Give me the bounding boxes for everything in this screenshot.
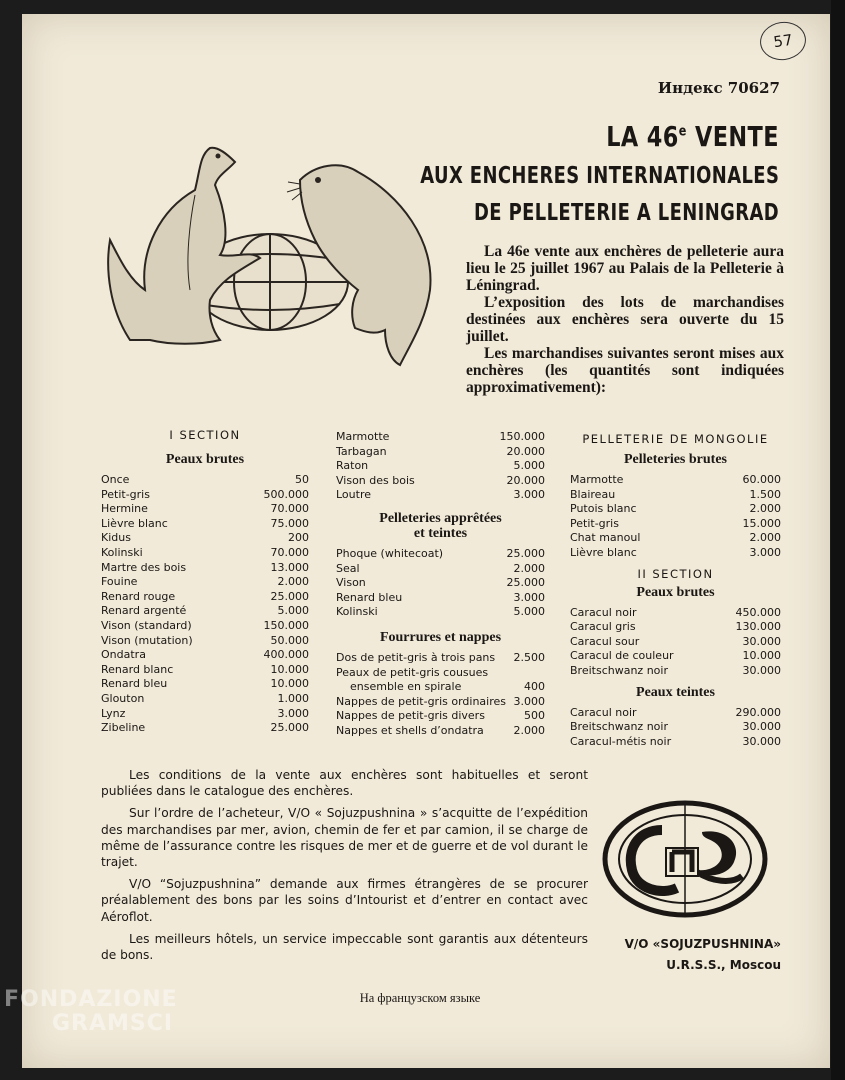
- list-item: Blaireau 1.500: [570, 487, 781, 501]
- group-title: Fourrures et nappes: [379, 629, 502, 645]
- list-item: Caracul noir 450.000: [570, 605, 781, 619]
- list-item: Lièvre blanc 3.000: [570, 545, 781, 559]
- list-item: Marmotte 150.000: [336, 430, 545, 443]
- list-item: Nappes et shells d’ondatra 2.000: [336, 723, 545, 737]
- column-section-1: [101, 428, 309, 736]
- list-item: Ondatra 400.000: [101, 648, 309, 662]
- item-list: [101, 473, 309, 736]
- body-text: [101, 767, 588, 969]
- intro-text: [466, 243, 784, 396]
- list-item: Lynz 3.000: [101, 706, 309, 720]
- list-item: Seal 2.000: [336, 561, 545, 575]
- section-title: PELLETERIE DE MONGOLIE: [582, 432, 769, 446]
- language-note: На французском языке: [359, 991, 481, 1005]
- list-item: Chat manoul 2.000: [570, 531, 781, 545]
- group-title: Pelleteries brutes: [623, 452, 727, 467]
- group-title: Pelleteries apprêtées et teintes: [379, 510, 502, 541]
- list-item: Martre des bois 13.000: [101, 560, 309, 574]
- scan-edge: [831, 0, 845, 1080]
- list-item: Marmotte 60.000: [570, 473, 781, 486]
- list-item: Renard bleu 3.000: [336, 590, 545, 604]
- list-item: Kidus 200: [101, 531, 309, 545]
- section-title: II SECTION: [637, 566, 714, 581]
- body-paragraph: V/O “Sojuzpushnina” demande aux firmes étrangères de se procurer préalablement des bons par les soins d’Intourist et d’entrer en contact avec Aéroflot.: [101, 877, 588, 924]
- list-item: Petit-gris 500.000: [101, 487, 309, 501]
- company-name: V/O «SOJUZPUSHNINA»: [624, 937, 781, 951]
- list-item: Caracul de couleur 10.000: [570, 649, 781, 663]
- page-number: 57: [758, 19, 809, 63]
- body-paragraph: Sur l’ordre de l’acheteur, V/O « Sojuzpushnina » s’acquitte de l’expédition des marchandises par mer, avion, chemin de fer et par camion, il se charge de même de l’assurance contre les risques de mer et de guerre et de vol durant le trajet.: [101, 806, 588, 870]
- title-line-2: AUX ENCHERES INTERNATIONALES: [419, 163, 779, 189]
- list-item: Renard argenté 5.000: [101, 604, 309, 618]
- list-item: Nappes de petit-gris divers 500: [336, 709, 545, 723]
- list-item: Renard bleu 10.000: [101, 677, 309, 691]
- list-item: ensemble en spirale 400: [336, 680, 545, 694]
- list-item: Peaux de petit-gris cousues: [336, 665, 489, 679]
- list-item: Glouton 1.000: [101, 691, 309, 705]
- company-location: U.R.S.S., Moscou: [666, 958, 781, 972]
- list-item: Lièvre blanc 75.000: [101, 516, 309, 530]
- list-item: Vison (standard) 150.000: [101, 618, 309, 632]
- list-item: Caracul-métis noir 30.000: [570, 734, 781, 748]
- title-line-1: LA 46e VENTE: [606, 120, 779, 153]
- intro-paragraph: Les marchandises suivantes seront mises aux enchères (les quantités sont indiquées approximativement):: [466, 345, 784, 396]
- animals-globe-illustration: [100, 140, 448, 370]
- archive-watermark: FONDAZIONE GRAMSCI: [4, 987, 178, 1036]
- list-item: Once 50: [101, 473, 309, 486]
- section-title: I SECTION: [169, 428, 241, 442]
- signature-block: [590, 934, 781, 976]
- list-item: Putois blanc 2.000: [570, 502, 781, 516]
- list-item: Kolinski 5.000: [336, 605, 545, 619]
- list-item: Zibeline 25.000: [101, 721, 309, 735]
- sojuzpushnina-logo: [602, 800, 768, 918]
- body-paragraph: Les meilleurs hôtels, un service impeccable sont garantis aux détenteurs de bons.: [101, 931, 588, 963]
- body-paragraph: Les conditions de la vente aux enchères sont habituelles et seront publiées dans le catalogue des enchères.: [101, 768, 588, 799]
- list-item: Caracul noir 290.000: [570, 705, 781, 719]
- column-mongolie-and-section-2: [570, 432, 781, 749]
- list-item: Caracul sour 30.000: [570, 634, 781, 648]
- list-item: Tarbagan 20.000: [336, 444, 545, 458]
- group-title: Peaux brutes: [636, 584, 715, 600]
- list-item: Phoque (whitecoat) 25.000: [336, 546, 545, 560]
- list-item: Breitschwanz noir 30.000: [570, 663, 781, 677]
- list-item: Renard rouge 25.000: [101, 589, 309, 603]
- list-item: Vison (mutation) 50.000: [101, 633, 309, 647]
- list-item: Petit-gris 15.000: [570, 516, 781, 530]
- column-section-1-continued: [336, 430, 545, 739]
- list-item: Breitschwanz noir 30.000: [570, 720, 781, 734]
- group-title: Peaux teintes: [636, 684, 715, 700]
- list-item: Caracul gris 130.000: [570, 620, 781, 634]
- list-item: Renard blanc 10.000: [101, 662, 309, 676]
- list-item: Loutre 3.000: [336, 488, 545, 502]
- list-item: Vison des bois 20.000: [336, 473, 545, 487]
- intro-paragraph: L’exposition des lots de marchandises destinées aux enchères sera ouverte du 15 juillet.: [466, 294, 784, 345]
- list-item: Raton 5.000: [336, 459, 545, 473]
- index-label: Индекс 70627: [657, 79, 780, 97]
- list-item: Hermine 70.000: [101, 502, 309, 516]
- group-title: Peaux brutes: [165, 452, 245, 467]
- list-item: Dos de petit-gris à trois pans 2.500: [336, 650, 545, 664]
- title-line-3: DE PELLETERIE A LENINGRAD: [474, 200, 779, 226]
- list-item: Vison 25.000: [336, 576, 545, 590]
- list-item: Nappes de petit-gris ordinaires 3.000: [336, 694, 545, 708]
- list-item: Kolinski 70.000: [101, 545, 309, 559]
- list-item: Fouine 2.000: [101, 575, 309, 589]
- intro-paragraph: La 46e vente aux enchères de pelleterie aura lieu le 25 juillet 1967 au Palais de la Pelleterie à Léningrad.: [466, 243, 784, 294]
